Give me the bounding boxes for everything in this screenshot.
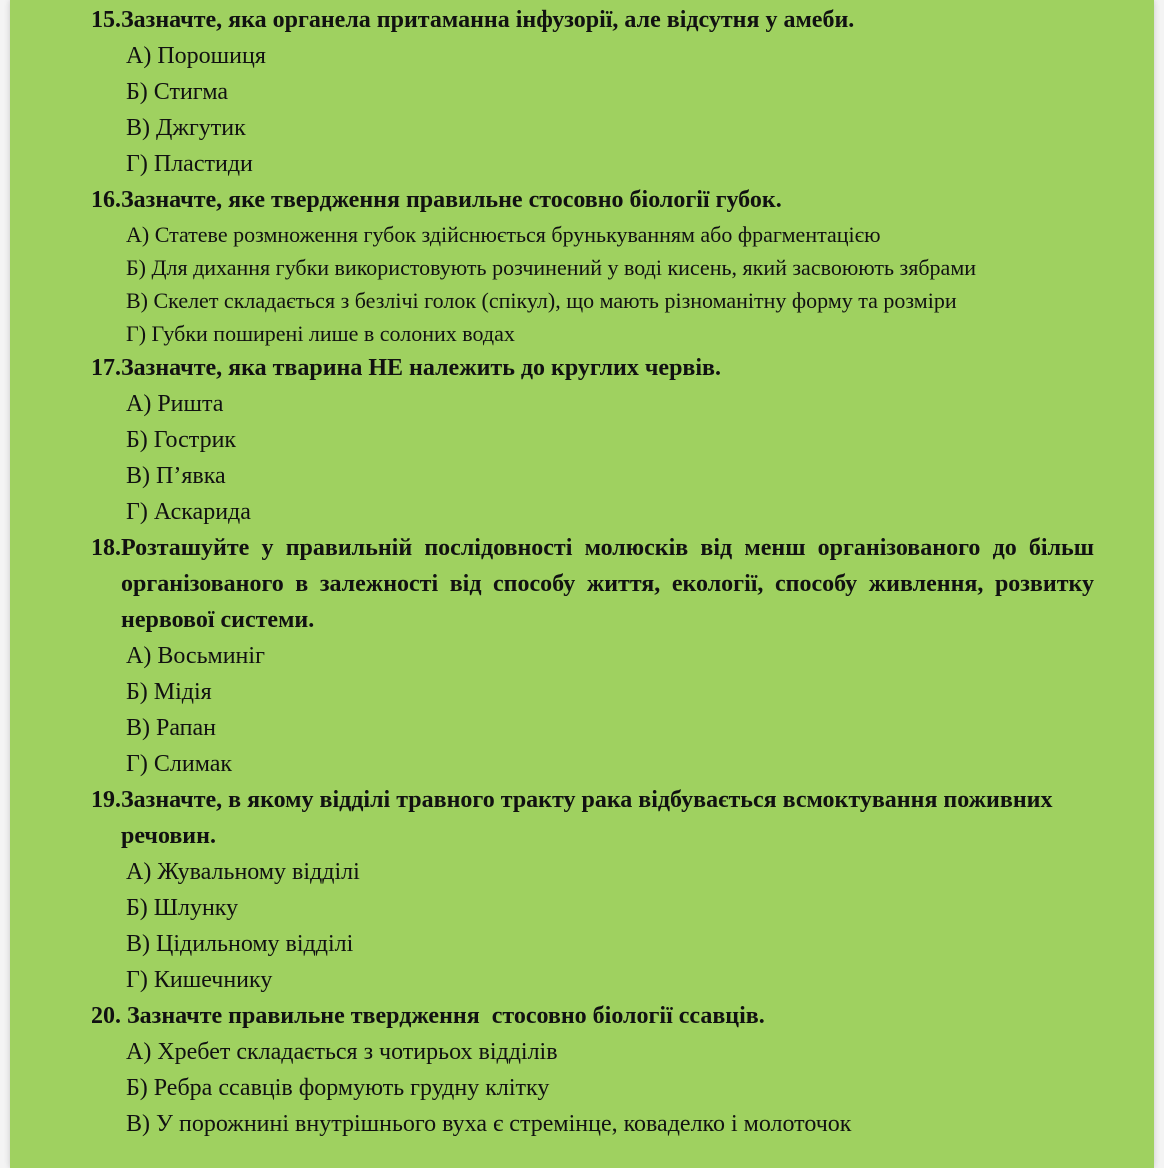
answer-options	[91, 218, 1094, 350]
answer-option: Г) Кишечнику	[126, 967, 273, 993]
answer-option: А) Ришта	[126, 391, 224, 417]
answer-option: В) У порожнині внутрішнього вуха є стремінце, коваделко і молоточок	[126, 1111, 852, 1137]
answer-option: А) Порошиця	[126, 43, 266, 69]
answer-option: В) Скелет складається з безлічі голок (спікул), що мають різноманітну форму та розміри	[126, 288, 957, 313]
answer-option: Б) Гострик	[126, 427, 237, 453]
question-text: Зазначте правильне твердження стосовно біології ссавців.	[127, 1003, 765, 1029]
question-19	[91, 782, 1094, 998]
question-text: Зазначте, яка органела притаманна інфузорії, але відсутня у амеби.	[121, 7, 855, 33]
question-title	[91, 350, 1094, 386]
answer-option: В) Джгутик	[126, 115, 246, 141]
question-title	[91, 2, 1094, 38]
question-17	[91, 350, 1094, 530]
answer-option: А) Восьминіг	[126, 643, 265, 669]
question-18	[91, 530, 1094, 782]
question-number: 20.	[91, 1003, 127, 1029]
question-16	[91, 182, 1094, 350]
answer-option: А) Хребет складається з чотирьох відділів	[126, 1039, 558, 1065]
answer-options	[91, 638, 1094, 782]
question-text: Зазначте, яке твердження правильне стосовно біології губок.	[121, 187, 782, 213]
answer-option: Г) Аскарида	[126, 499, 251, 525]
answer-options	[91, 386, 1094, 530]
question-title	[91, 182, 1094, 218]
answer-options	[91, 1034, 1094, 1142]
answer-option: А) Статеве розмноження губок здійснюється брунькуванням або фрагментацією	[126, 222, 881, 247]
answer-options	[91, 854, 1094, 998]
answer-option: В) Цідильному відділі	[126, 931, 354, 957]
answer-option: Б) Шлунку	[126, 895, 239, 921]
answer-option: Б) Ребра ссавців формують грудну клітку	[126, 1075, 550, 1101]
question-15	[91, 2, 1094, 182]
question-text: Зазначте, в якому відділі травного тракту рака відбувається всмоктування поживних речовин.	[121, 787, 1053, 849]
answer-option: Г) Слимак	[126, 751, 233, 777]
question-number: 17.	[91, 355, 121, 381]
question-text: Розташуйте у правильній послідовності молюсків від менш організованого до більш організованого в залежності від способу життя, екології, способу живлення, розвитку нервової системи.	[121, 535, 1094, 633]
document-page	[10, 0, 1154, 1168]
question-title	[91, 782, 1094, 854]
question-20	[91, 998, 1094, 1142]
question-text: Зазначте, яка тварина НЕ належить до круглих червів.	[121, 355, 721, 381]
answer-option: В) П’явка	[126, 463, 226, 489]
answer-option: Б) Мідія	[126, 679, 212, 705]
question-number: 19.	[91, 787, 121, 813]
question-title	[91, 998, 1094, 1034]
question-list	[91, 2, 1094, 1142]
answer-option: Б) Для дихання губки використовують розчинений у воді кисень, який засвоюють зябрами	[126, 255, 977, 280]
answer-options	[91, 38, 1094, 182]
question-number: 15.	[91, 7, 121, 33]
question-title	[91, 530, 1094, 638]
question-number: 16.	[91, 187, 121, 213]
answer-option: А) Жувальному відділі	[126, 859, 360, 885]
answer-option: Г) Пластиди	[126, 151, 253, 177]
answer-option: Г) Губки поширені лише в солоних водах	[126, 321, 515, 346]
answer-option: Б) Стигма	[126, 79, 228, 105]
answer-option: В) Рапан	[126, 715, 217, 741]
question-number: 18.	[91, 535, 121, 561]
